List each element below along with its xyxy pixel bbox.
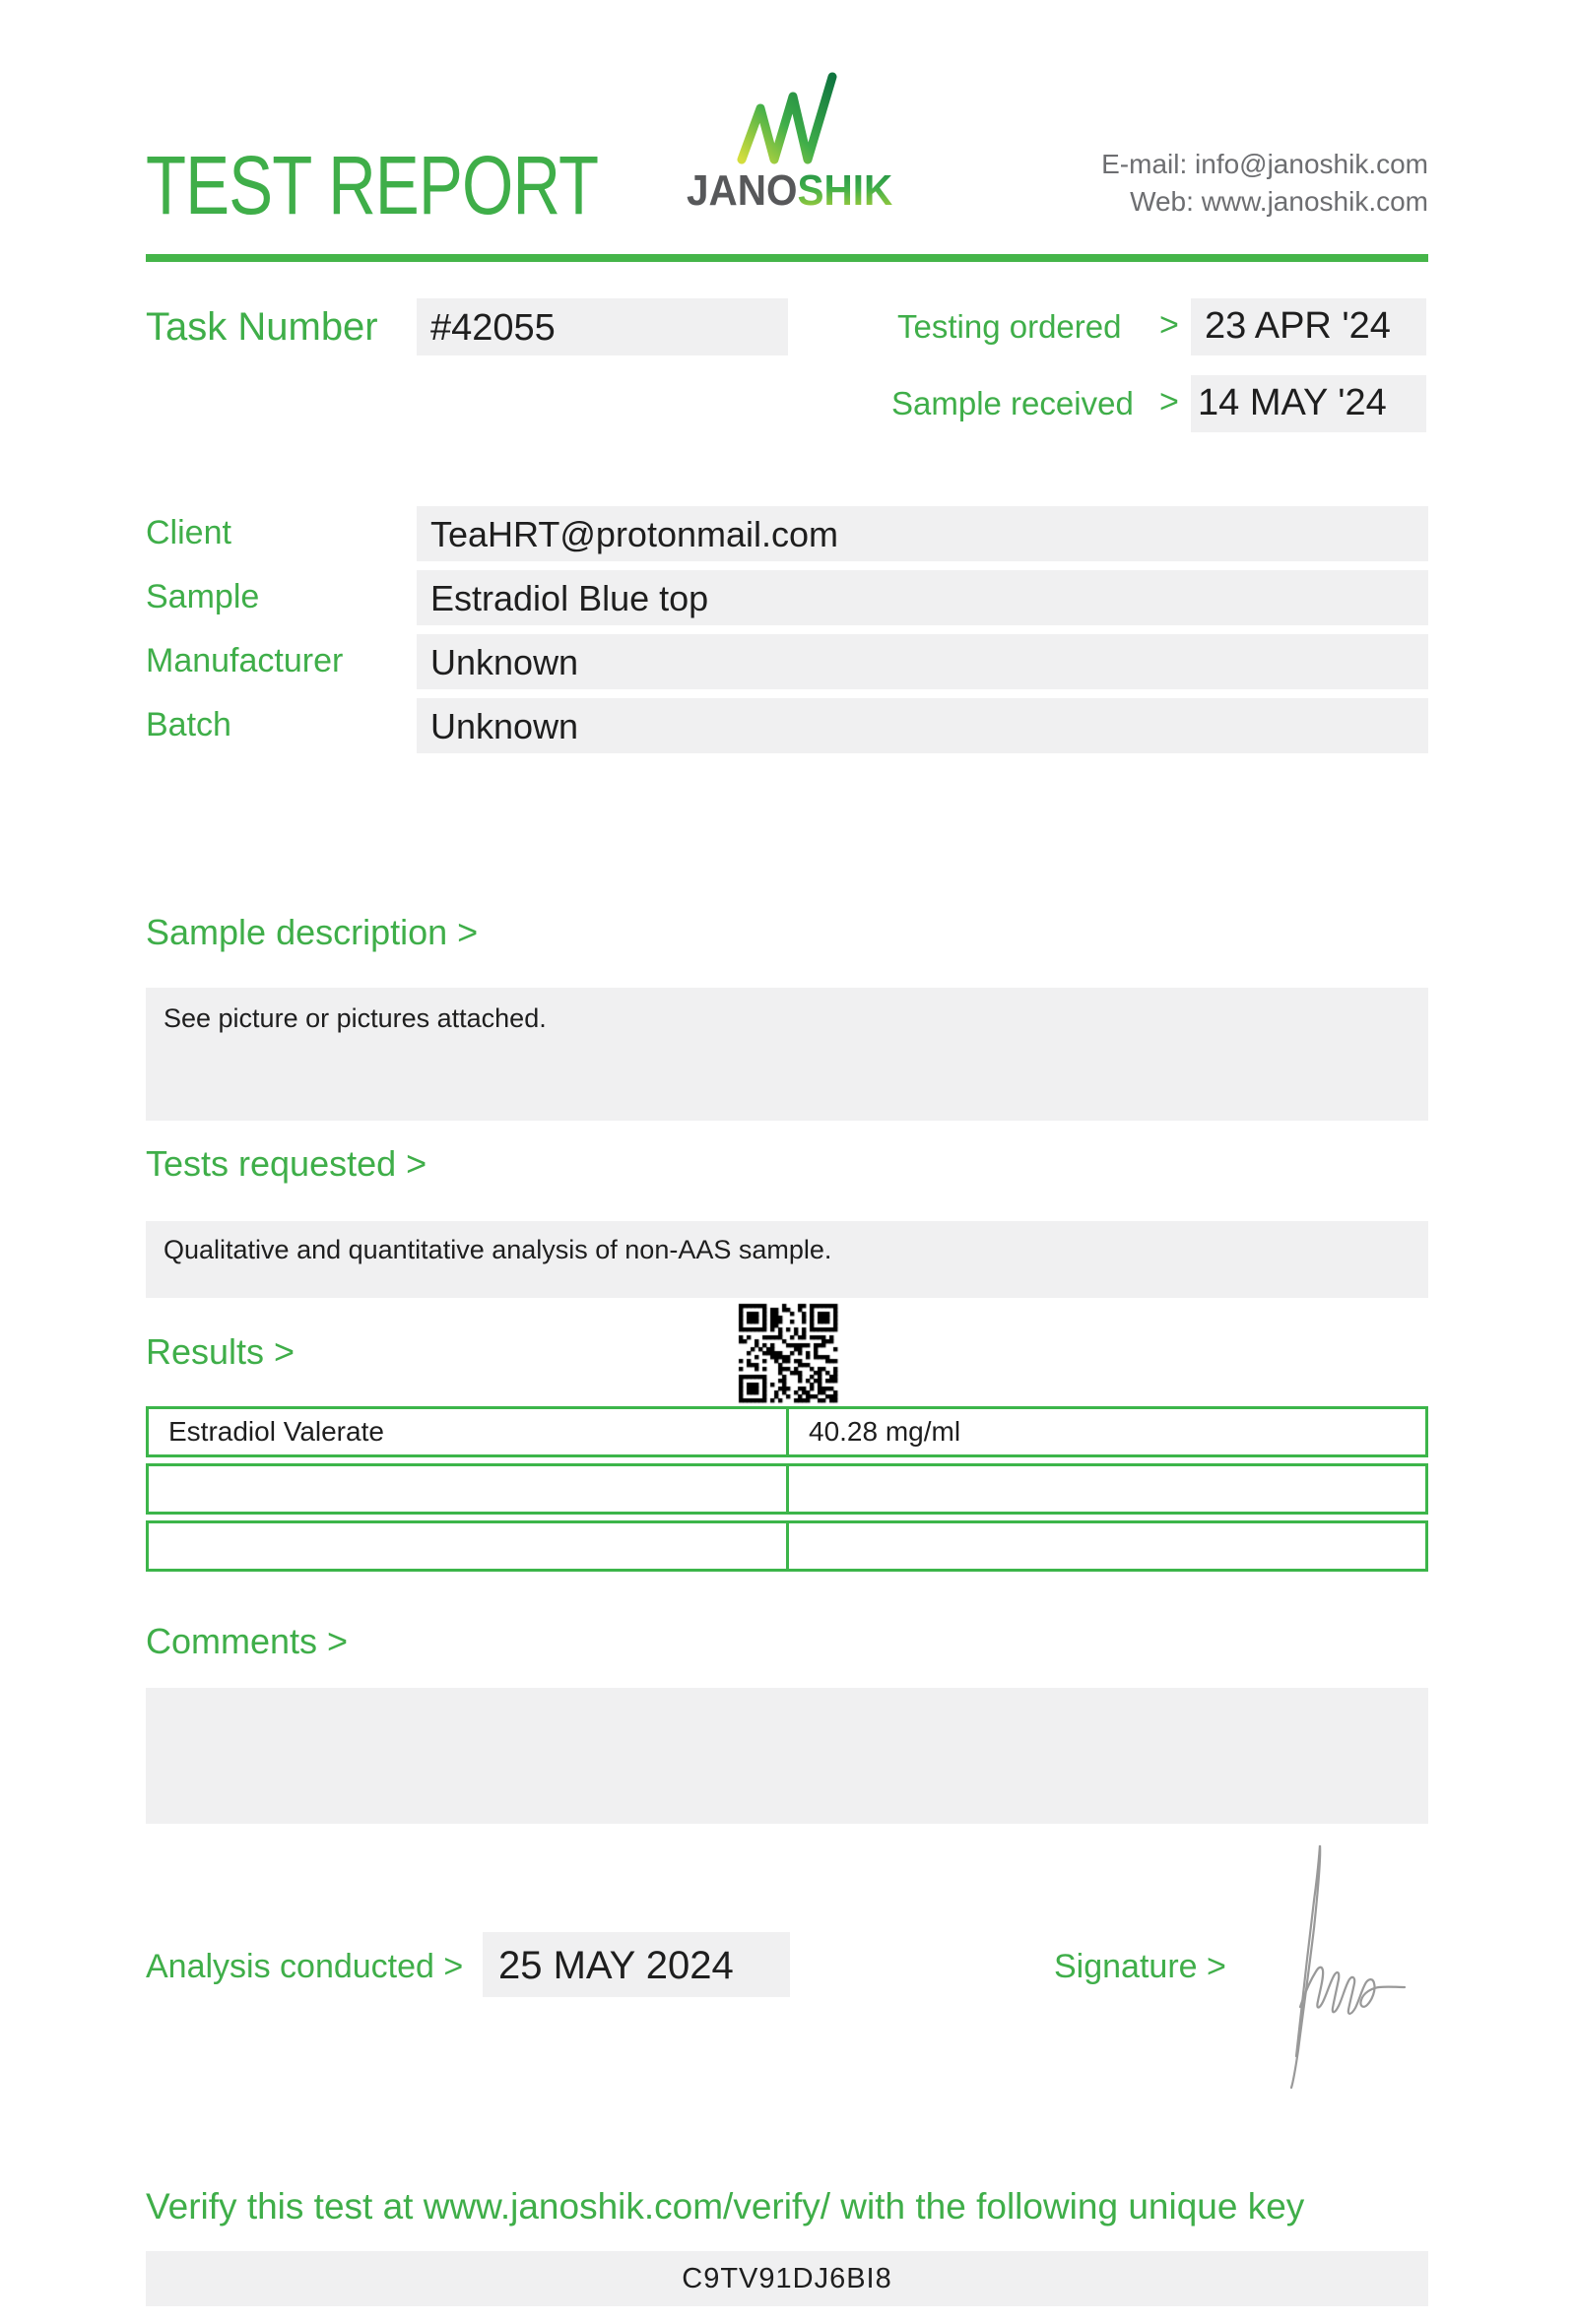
signature-image [1273, 1832, 1440, 2090]
testing-ordered-value: 23 APR '24 [1205, 305, 1391, 347]
comments-text [146, 1688, 1428, 1704]
contact-web: Web: www.janoshik.com [1130, 185, 1428, 217]
rising-chart-icon [737, 71, 839, 165]
sample-description-box [146, 988, 1428, 1121]
client-value: TeaHRT@protonmail.com [430, 514, 839, 554]
comments-heading: Comments > [146, 1621, 349, 1661]
contact-block [1101, 146, 1428, 221]
sample-value: Estradiol Blue top [430, 578, 709, 618]
contact-email: E-mail: info@janoshik.com [1101, 149, 1428, 179]
sample-description-text: See picture or pictures attached. [164, 1003, 547, 1033]
qr-code [737, 1302, 839, 1404]
analysis-date-value: 25 MAY 2024 [498, 1944, 734, 1987]
results-row [146, 1463, 1428, 1515]
testing-ordered-arrow-icon: > [1159, 306, 1179, 344]
sample-label: Sample [146, 578, 260, 615]
result-value [789, 1466, 1425, 1512]
results-row [146, 1520, 1428, 1572]
logo-word-jano: JANO [687, 166, 798, 215]
verify-key-box [146, 2251, 1428, 2306]
tests-requested-heading: Tests requested > [146, 1143, 427, 1184]
tests-requested-text: Qualitative and quantitative analysis of non-AAS sample. [164, 1235, 832, 1264]
batch-label: Batch [146, 706, 231, 743]
results-heading: Results > [146, 1331, 296, 1372]
logo-wordmark [687, 166, 893, 215]
task-number-label: Task Number [146, 305, 378, 349]
sample-description-heading: Sample description > [146, 912, 479, 952]
sample-received-value: 14 MAY '24 [1198, 382, 1387, 423]
verify-heading: Verify this test at www.janoshik.com/verify/ with the following unique key [146, 2186, 1305, 2227]
results-table [146, 1406, 1428, 1578]
result-analyte [149, 1466, 789, 1512]
signature-label: Signature > [1054, 1948, 1226, 1985]
result-analyte: Estradiol Valerate [149, 1409, 789, 1454]
comments-box [146, 1688, 1428, 1824]
verify-key-value: C9TV91DJ6BI8 [682, 2262, 892, 2294]
page-title: TEST REPORT [146, 139, 599, 231]
client-label: Client [146, 514, 231, 551]
testing-ordered-label: Testing ordered [897, 308, 1122, 345]
result-value: 40.28 mg/ml [809, 1416, 961, 1447]
sample-received-label: Sample received [891, 385, 1134, 421]
logo-word-shik: SHIK [797, 166, 893, 215]
result-value [789, 1523, 1425, 1569]
tests-requested-box [146, 1221, 1428, 1298]
manufacturer-label: Manufacturer [146, 642, 344, 679]
header-divider [146, 254, 1428, 262]
analysis-conducted-label: Analysis conducted > [146, 1948, 464, 1985]
task-number-value: #42055 [430, 307, 556, 349]
results-row [146, 1406, 1428, 1457]
manufacturer-value: Unknown [430, 642, 579, 682]
sample-received-arrow-icon: > [1159, 383, 1179, 420]
result-analyte [149, 1523, 789, 1569]
batch-value: Unknown [430, 706, 579, 746]
